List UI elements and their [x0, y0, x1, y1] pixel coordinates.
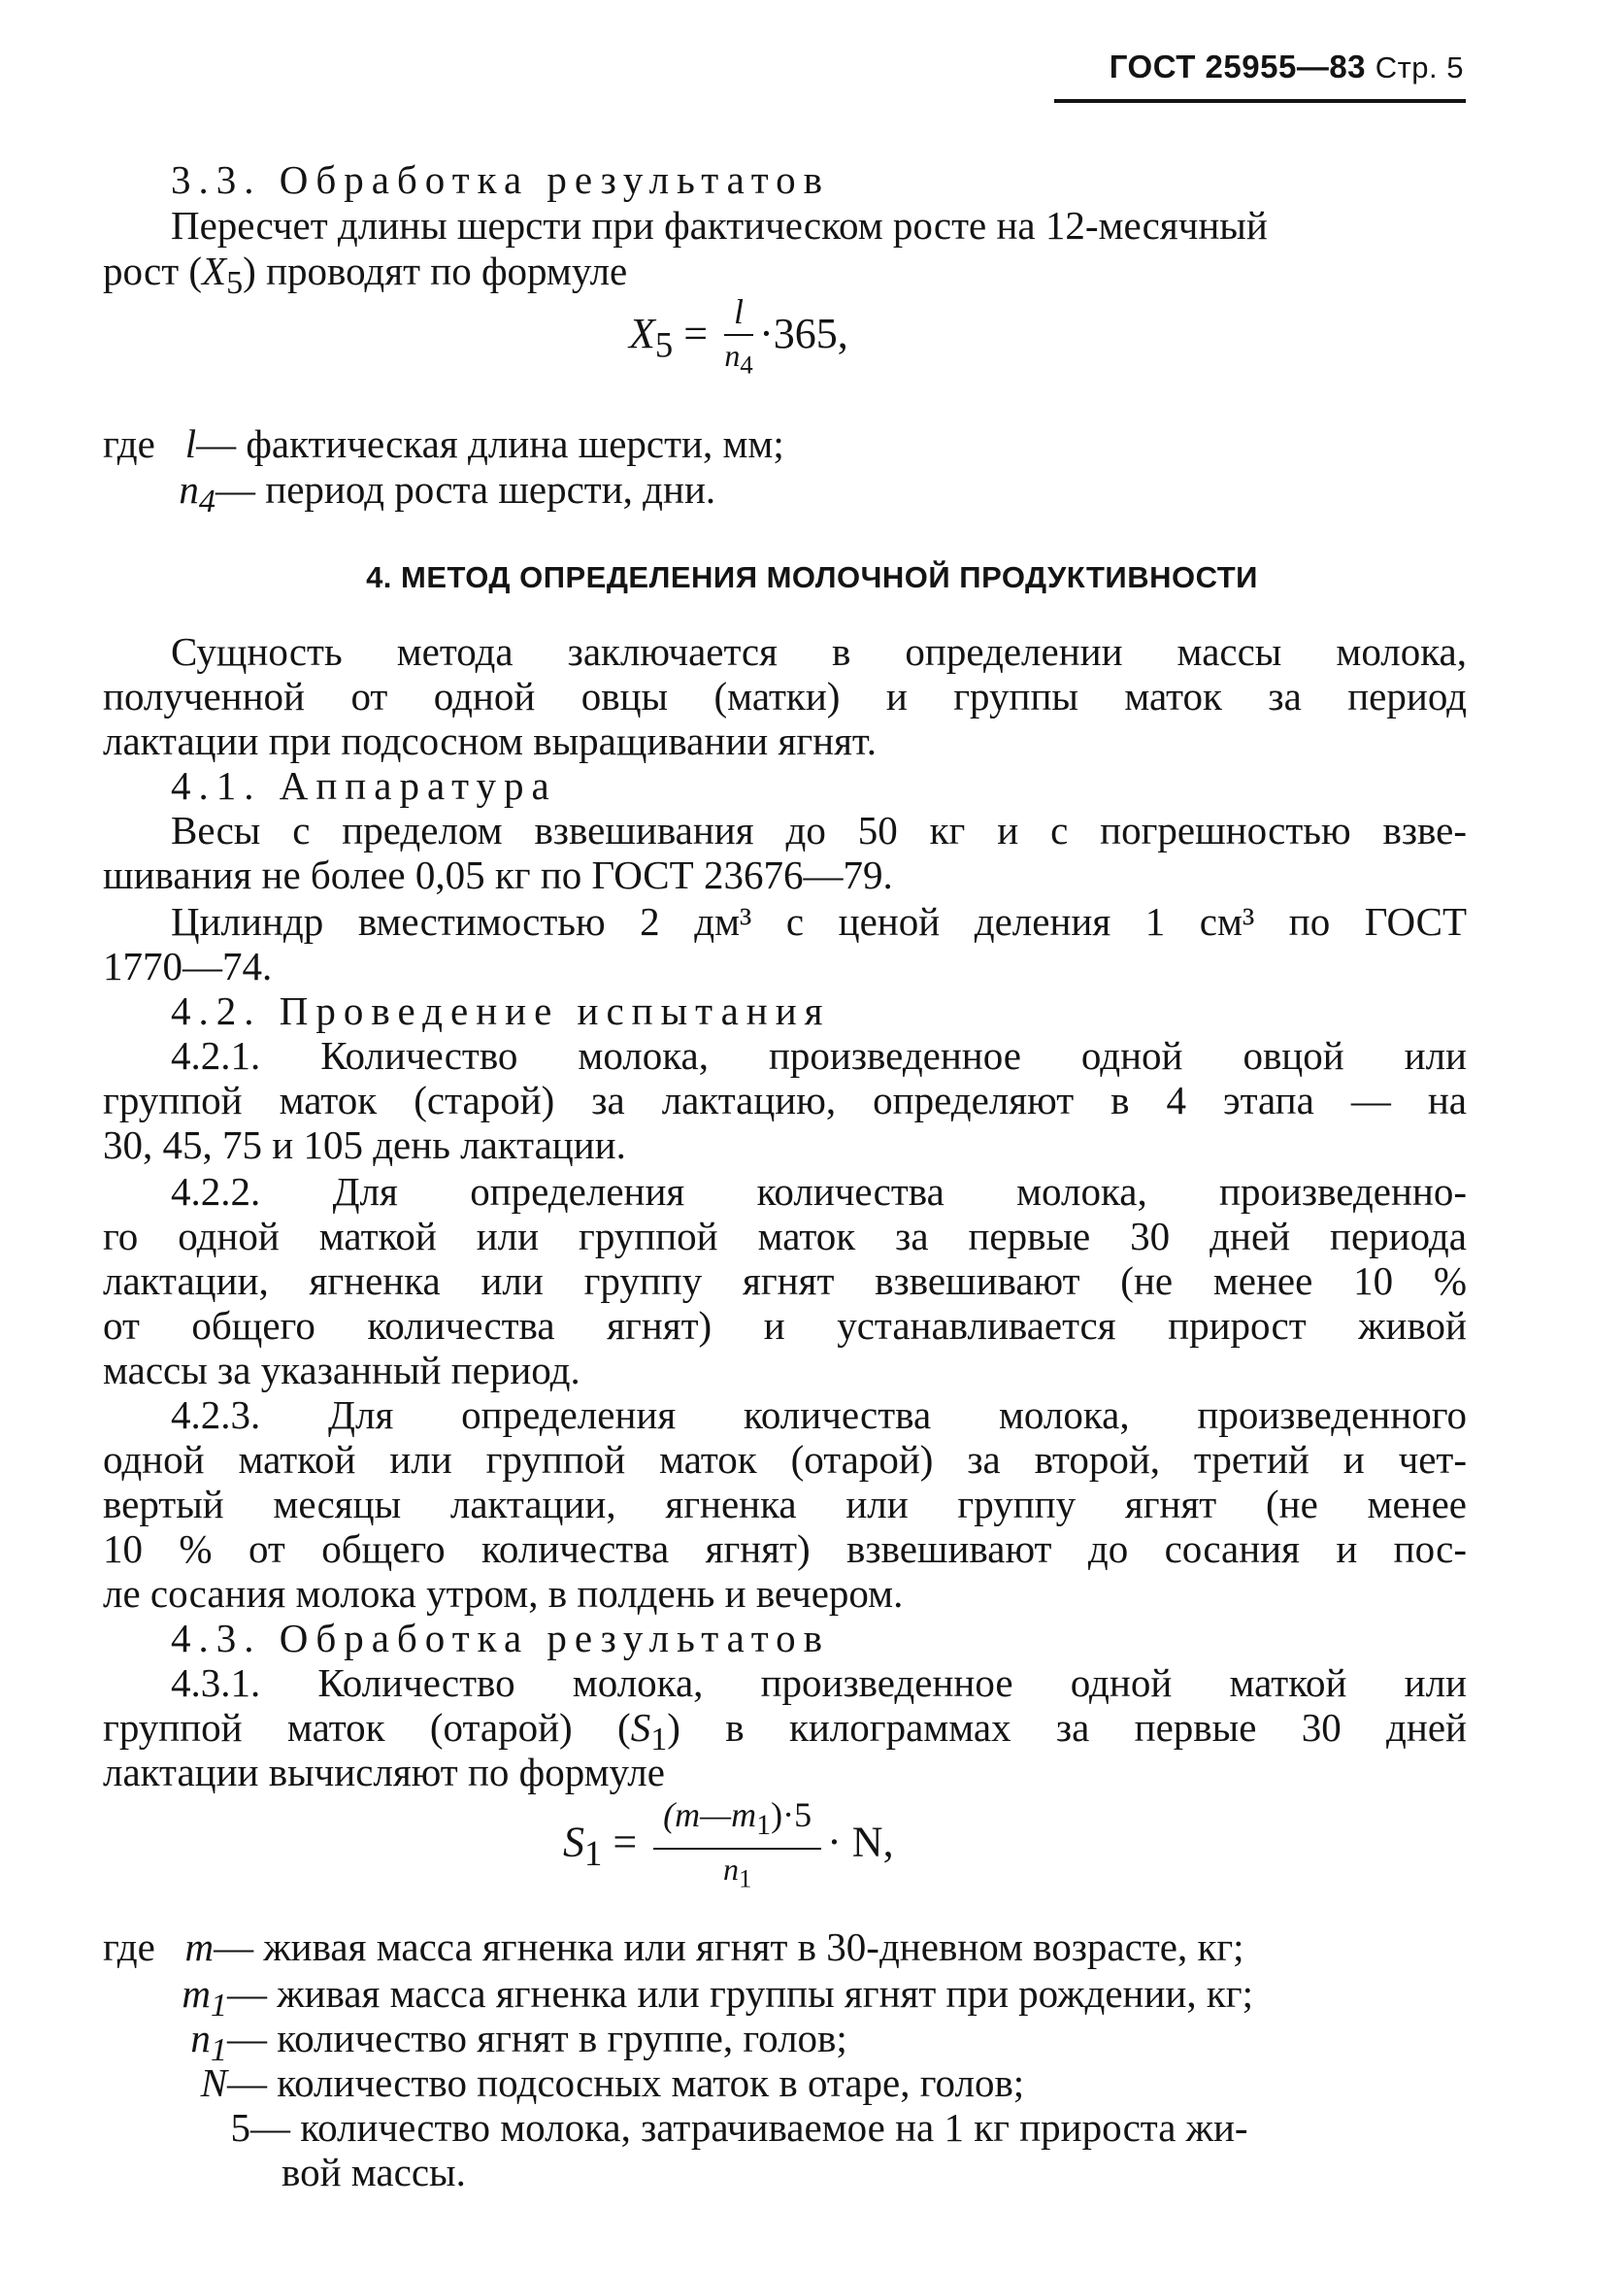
p422-line-4: от общего количества ягнят) и устанавливается прирост живой — [103, 1303, 1467, 1348]
section-4-title: 4. МЕТОД ОПРЕДЕЛЕНИЯ МОЛОЧНОЙ ПРОДУКТИВНОСТИ — [366, 560, 1258, 594]
heading-3-3: 3.3. Обработка результатов — [171, 157, 831, 202]
p422-line-1: 4.2.2. Для определения количества молока, произведенно- — [171, 1169, 1467, 1214]
p41b-line-2: 1770—74. — [103, 944, 273, 988]
legend-m1: $m_1—$ живая масса ягненка или группы ягнят при рождении, кг; — [182, 1971, 1253, 2024]
p431-line-1: 4.3.1. Количество молока, произведенное одной маткой или — [171, 1660, 1467, 1705]
legend-5-continuation: вой массы. — [282, 2150, 466, 2194]
p421-line-2: группой маток (старой) за лактацию, определяют в 4 этапа — на — [103, 1078, 1467, 1122]
page-header — [1056, 49, 1464, 85]
p422-line-3: лактации, ягненка или группу ягнят взвешивают (не менее 10 % — [103, 1258, 1467, 1303]
header-rule — [1054, 99, 1466, 103]
p41b-line-1: Цилиндр вместимостью 2 дм³ с ценой деления 1 см³ по ГОСТ — [171, 899, 1467, 944]
p431-line-2: группой маток (отарой) $(S_1)$ в килограммах за первые 30 дней — [103, 1705, 1467, 1758]
p421-line-1: 4.2.1. Количество молока, произведенное одной овцой или — [171, 1033, 1467, 1078]
p423-line-1: 4.2.3. Для определения количества молока, произведенного — [171, 1392, 1467, 1437]
heading-4-2: 4.2. Проведение испытания — [171, 988, 831, 1033]
legend-n1: $n_1—$ количество ягнят в группе, голов; — [190, 2016, 847, 2069]
formula-x5: $X_5$ = $\frac{l}{n_4}$ ·365, — [629, 291, 848, 384]
p423-line-5: ле сосания молока утром, в полдень и вечером. — [103, 1571, 904, 1616]
p41a-line-1: Весы с пределом взвешивания до 50 кг и с погрешностью взве- — [171, 808, 1467, 853]
p422-line-2: го одной маткой или группой маток за первые 30 дней периода — [103, 1214, 1467, 1258]
s33-legend-2: $n_4—$ период роста шерсти, дни. — [179, 467, 716, 520]
s33-line2: рост $(X_5)$ проводят по формуле — [103, 249, 628, 302]
p423-line-3: вертый месяцы лактации, ягненка или группу ягнят (не менее — [103, 1482, 1467, 1526]
p41a-line-2: шивания не более 0,05 кг по ГОСТ 23676—79. — [103, 853, 893, 897]
header-doc-number: ГОСТ 25955—83 — [1109, 49, 1367, 84]
p431-line-3: лактации вычисляют по формуле — [103, 1750, 665, 1794]
intro-line-3: лактации при подсосном выращивании ягнят. — [103, 719, 878, 763]
heading-4-3: 4.3. Обработка результатов — [171, 1616, 831, 1660]
legend-N: N— количество подсосных маток в отаре, голов; — [200, 2060, 1025, 2105]
p423-line-4: 10 % от общего количества ягнят) взвешивают до сосания и пос- — [103, 1526, 1467, 1571]
formula-s1: $S_1$ = $\frac{(m—m_1)\cdot 5}{n_1}$ · N, — [563, 1794, 894, 1898]
p421-line-3: 30, 45, 75 и 105 день лактации. — [103, 1122, 626, 1167]
formula-x5-fraction: $\frac{l}{n_4}$ — [724, 292, 753, 380]
legend-m: где m— живая масса ягненка или ягнят в 30-дневном возрасте, кг; — [103, 1924, 1244, 1969]
p422-line-5: массы за указанный период. — [103, 1348, 580, 1392]
p423-line-2: одной маткой или группой маток (отарой) за второй, третий и чет- — [103, 1437, 1467, 1482]
s33-line1: Пересчет длины шерсти при фактическом росте на 12-месячный — [171, 203, 1268, 248]
header-page-number: Стр. 5 — [1375, 50, 1464, 84]
formula-s1-fraction: $\frac{(m—m_1)\cdot 5}{n_1}$ — [653, 1794, 821, 1898]
s33-legend-1: где l— фактическая длина шерсти, мм; — [103, 421, 784, 466]
intro-line-2: полученной от одной овцы (матки) и группы маток за период — [103, 674, 1467, 719]
legend-5: 5— количество молока, затрачиваемое на 1 кг прироста жи- — [230, 2105, 1248, 2150]
heading-4-1: 4.1. Аппаратура — [171, 763, 557, 808]
intro-line-1: Сущность метода заключается в определении массы молока, — [171, 629, 1467, 674]
